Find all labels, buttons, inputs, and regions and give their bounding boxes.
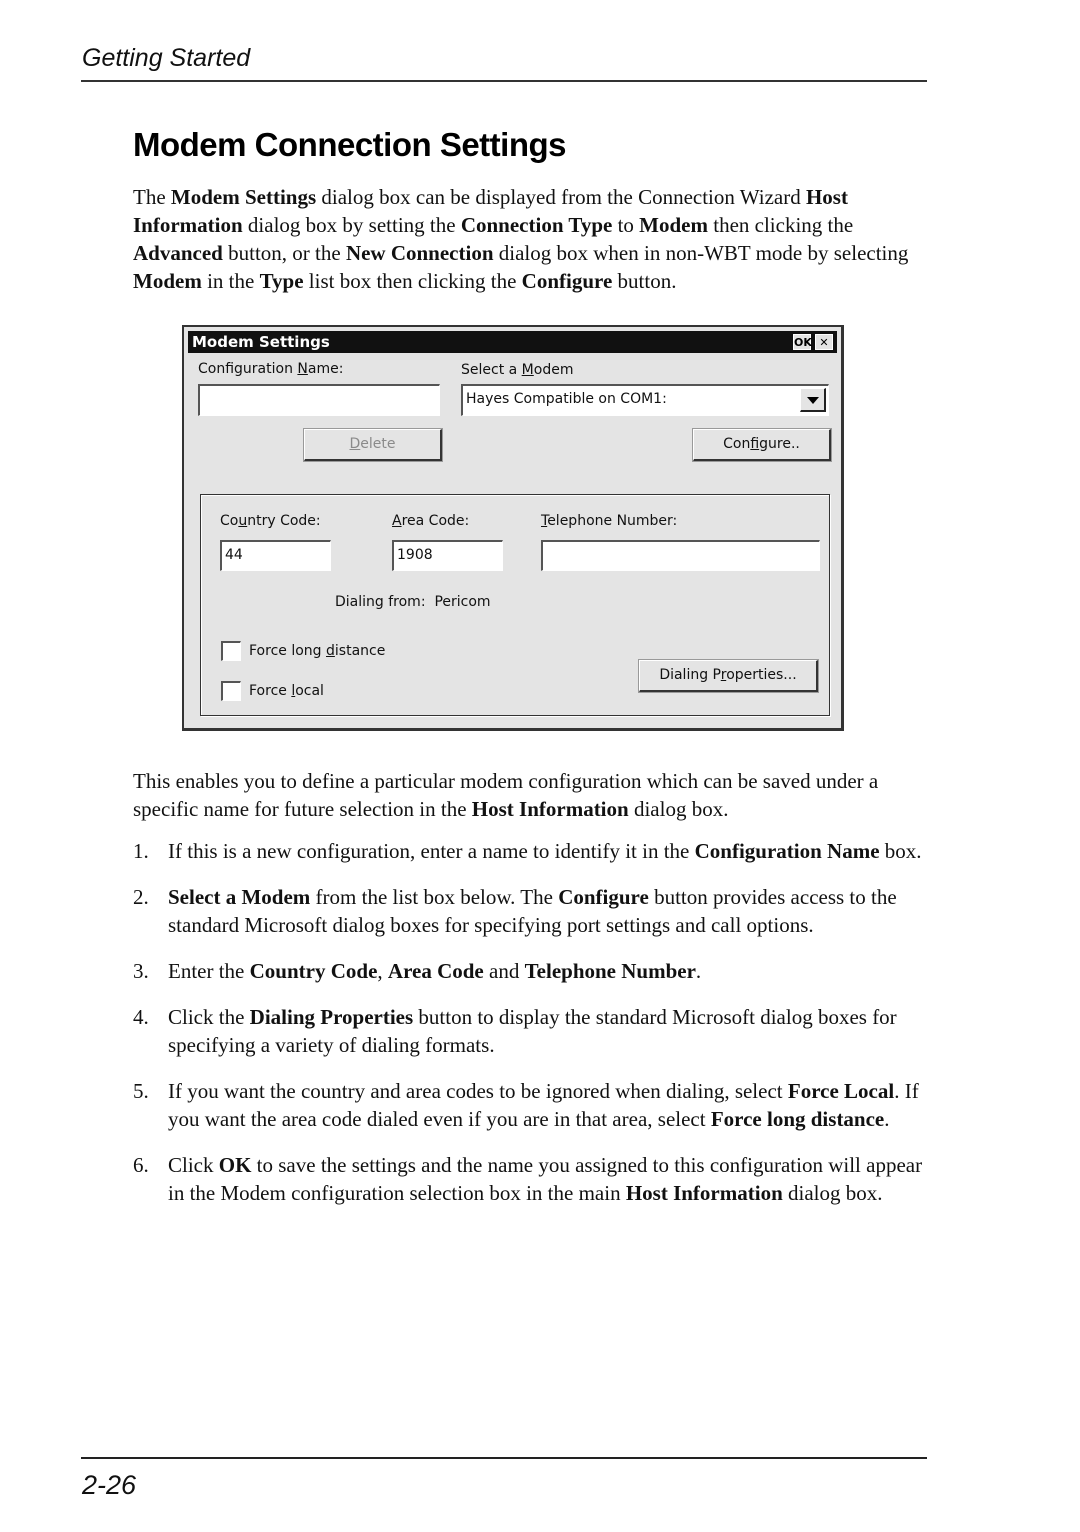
text: button. <box>612 269 677 293</box>
page-number: 2-26 <box>82 1470 137 1500</box>
bold-term: Force Local <box>787 1079 895 1103</box>
select-modem-value: Hayes Compatible on COM1: <box>466 391 667 407</box>
bold-term: New Connection <box>345 241 494 265</box>
text: and <box>483 959 525 983</box>
text: , <box>377 959 388 983</box>
country-code-label <box>220 513 321 529</box>
force-local-checkbox[interactable] <box>221 681 241 701</box>
text: The <box>133 185 171 209</box>
select-modem-dropdown[interactable] <box>461 384 829 416</box>
bold-term: Modem Settings <box>170 185 317 209</box>
label-text: odem <box>533 362 574 378</box>
accelerator-key: A <box>392 513 402 529</box>
bold-term: Connection Type <box>460 213 613 237</box>
bold-term: Modem <box>639 213 708 237</box>
text: to save the settings and the name you assigned to this configuration will appear in the Modem configuration selection box in the main <box>168 1153 923 1205</box>
text: box. <box>879 839 922 863</box>
chevron-down-icon[interactable] <box>800 388 826 412</box>
accelerator-key: f <box>750 436 760 452</box>
bold-term: Force long distance <box>710 1107 885 1131</box>
text: from the list box below. The <box>310 885 559 909</box>
text: . <box>884 1107 890 1131</box>
bold-term: Area Code <box>387 959 484 983</box>
text: dialog box. <box>782 1181 883 1205</box>
text: dialog box can be displayed from the Connection Wizard <box>316 185 806 209</box>
select-modem-label <box>461 362 573 378</box>
step-number: 5. <box>133 1079 149 1103</box>
configuration-name-label <box>198 361 343 377</box>
accelerator-key: N <box>297 361 308 377</box>
bold-term: Configure <box>558 885 649 909</box>
dialog-title: Modem Settings <box>192 333 330 351</box>
step-item <box>133 1151 933 1207</box>
accelerator-key: D <box>349 436 361 452</box>
configure-button[interactable] <box>693 429 831 461</box>
accelerator-key: u <box>238 513 248 529</box>
button-label: Con <box>723 436 751 452</box>
bold-term: Host Information <box>625 1181 783 1205</box>
accelerator-key: M <box>521 362 534 378</box>
accelerator-key: r <box>720 667 727 683</box>
accelerator-key: d <box>326 643 335 659</box>
steps-list <box>133 837 933 1225</box>
bold-term: Modem <box>133 269 202 293</box>
text: dialog box when in non-WBT mode by selecting <box>493 241 909 265</box>
label-text: istance <box>334 643 386 659</box>
text: Enter the <box>168 959 250 983</box>
text: Click <box>168 1153 219 1177</box>
force-local-label[interactable] <box>249 683 324 699</box>
text: to <box>612 213 640 237</box>
button-label: operties... <box>726 667 797 683</box>
text: Click the <box>168 1005 250 1029</box>
text: This enables you to define a particular modem configuration which can be saved under a specific name for future selection in the <box>133 769 879 821</box>
label-text: ntry Code: <box>247 513 321 529</box>
bold-term: Host Information <box>471 797 629 821</box>
telephone-number-input[interactable] <box>541 540 820 571</box>
dialing-from-value: Pericom <box>434 594 491 610</box>
configuration-name-input[interactable] <box>198 384 440 416</box>
label-text: Co <box>220 513 239 529</box>
text: then clicking the <box>708 213 854 237</box>
step-item <box>133 1077 933 1133</box>
dialing-from-row <box>335 594 491 610</box>
text: button to display the standard Microsoft dialog boxes for specifying a variety of dialing formats. <box>168 1005 897 1057</box>
step-number: 1. <box>133 839 149 863</box>
bold-term: Host Information <box>133 185 848 237</box>
area-code-input[interactable]: 1908 <box>392 540 503 571</box>
running-head: Getting Started <box>82 44 251 72</box>
text: button, or the <box>222 241 346 265</box>
step-item <box>133 837 933 865</box>
modem-settings-dialog <box>182 325 844 731</box>
text: If this is a new configuration, enter a name to identify it in the <box>168 839 695 863</box>
text: in the <box>201 269 260 293</box>
bold-term: Advanced <box>133 241 223 265</box>
step-number: 3. <box>133 959 149 983</box>
dialing-groupbox <box>200 494 830 716</box>
delete-button[interactable] <box>304 429 442 461</box>
bold-term: Configure <box>521 269 613 293</box>
footer-rule <box>81 1457 927 1459</box>
page-title: Modem Connection Settings <box>133 126 566 163</box>
label-text: elephone Number: <box>547 513 678 529</box>
accelerator-key: l <box>291 683 296 699</box>
bold-term: Select a Modem <box>168 885 311 909</box>
text: button provides access to the standard Microsoft dialog boxes for specifying port settings and call options. <box>168 885 897 937</box>
telephone-number-label <box>541 513 677 529</box>
text: dialog box. <box>628 797 729 821</box>
intro-paragraph <box>133 183 933 295</box>
area-code-label <box>392 513 469 529</box>
text: dialog box by setting the <box>242 213 461 237</box>
step-number: 2. <box>133 885 149 909</box>
label-text: Select a <box>461 362 522 378</box>
ok-button[interactable]: OK <box>794 336 812 349</box>
dialing-from-label: Dialing from: <box>335 594 426 610</box>
header-rule <box>81 80 927 82</box>
step-number: 6. <box>133 1153 149 1177</box>
label-text: Configuration <box>198 361 298 377</box>
dialing-properties-button[interactable] <box>639 660 818 692</box>
label-text: rea Code: <box>401 513 470 529</box>
step-number: 4. <box>133 1005 149 1029</box>
force-long-distance-checkbox[interactable] <box>221 641 241 661</box>
force-long-distance-label[interactable] <box>249 643 385 659</box>
bold-term: Telephone Number <box>524 959 696 983</box>
label-text: Force long <box>249 643 326 659</box>
button-label: elete <box>360 436 396 452</box>
button-label: Dialing P <box>659 667 721 683</box>
text: list box then clicking the <box>303 269 522 293</box>
label-text: ame: <box>307 361 344 377</box>
text: . If you want the area code dialed even if you are in that area, select <box>168 1079 919 1131</box>
button-label: igure.. <box>759 436 800 452</box>
accelerator-key: T <box>541 513 548 529</box>
step-item <box>133 957 933 985</box>
text: . <box>695 959 702 983</box>
label-text: ocal <box>295 683 324 699</box>
step-item <box>133 1003 933 1059</box>
dialog-titlebar <box>188 331 837 353</box>
close-icon[interactable]: ✕ <box>815 334 833 350</box>
bold-term: Configuration Name <box>694 839 880 863</box>
bold-term: Type <box>259 269 304 293</box>
bold-term: Country Code <box>249 959 378 983</box>
step-item <box>133 883 933 939</box>
bold-term: Dialing Properties <box>249 1005 414 1029</box>
bold-term: OK <box>218 1153 252 1177</box>
label-text: Force <box>249 683 292 699</box>
text: If you want the country and area codes to be ignored when dialing, select <box>168 1079 788 1103</box>
description-paragraph <box>133 767 933 823</box>
country-code-input[interactable]: 44 <box>220 540 331 571</box>
